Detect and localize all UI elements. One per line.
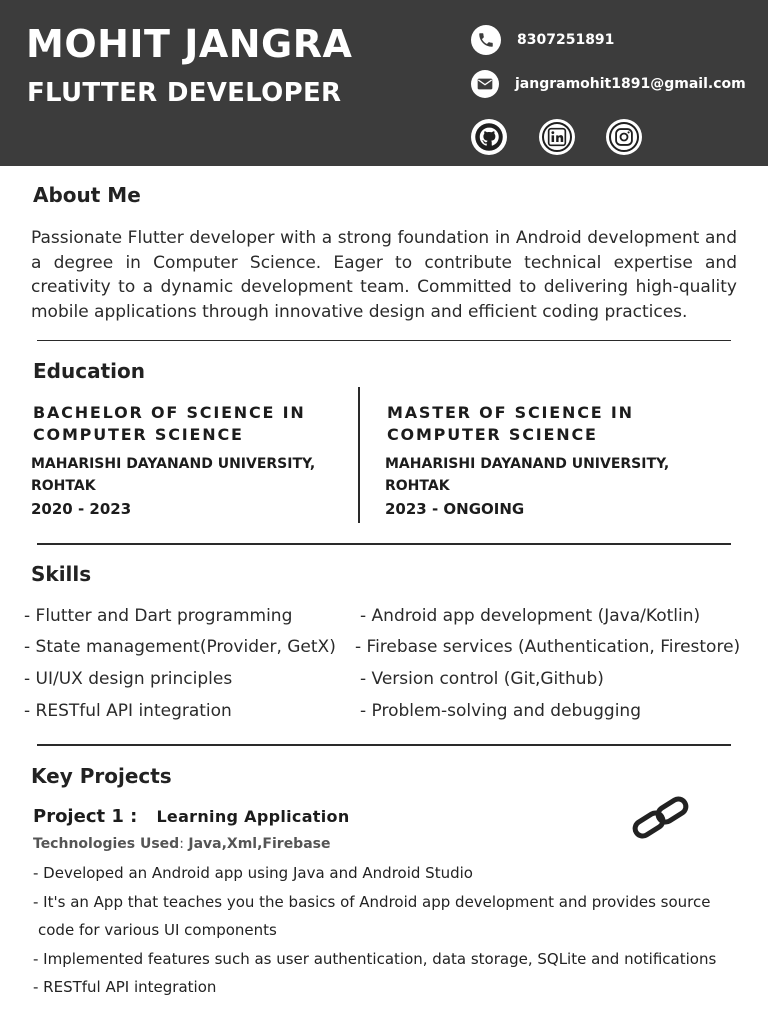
instagram-icon[interactable] — [606, 119, 642, 155]
degree-line: MASTER OF SCIENCE IN — [387, 403, 634, 422]
skill-item: - Firebase services (Authentication, Firestore) — [355, 637, 741, 657]
education-divider — [358, 387, 360, 523]
degree-line: COMPUTER SCIENCE — [33, 425, 244, 444]
education-item-bachelor — [33, 402, 353, 518]
about-heading: About Me — [33, 183, 141, 207]
education-years: 2023 - ONGOING — [385, 500, 525, 518]
school-name — [31, 453, 353, 497]
skill-item: - UI/UX design principles — [24, 669, 233, 689]
education-item-master — [387, 402, 707, 518]
tech-separator: : — [179, 836, 189, 852]
degree-line: BACHELOR OF SCIENCE IN — [33, 403, 306, 422]
school-line: MAHARISHI DAYANAND UNIVERSITY, — [31, 456, 316, 472]
project-bullets — [33, 859, 753, 1002]
divider — [37, 340, 731, 341]
skill-item: - Flutter and Dart programming — [24, 606, 293, 626]
linkedin-icon[interactable] — [539, 119, 575, 155]
tech-value: Java,Xml,Firebase — [188, 836, 331, 852]
phone-row — [471, 25, 614, 55]
candidate-role: FLUTTER DEVELOPER — [27, 78, 342, 108]
candidate-name: MOHIT JANGRA — [26, 22, 353, 66]
divider — [37, 744, 731, 746]
degree-title — [387, 402, 707, 446]
tech-label: Technologies Used — [33, 836, 180, 852]
phone-icon — [471, 25, 501, 55]
school-line: ROHTAK — [385, 478, 450, 494]
project-title — [33, 806, 350, 827]
school-name — [385, 453, 707, 497]
phone-number[interactable]: 8307251891 — [517, 32, 615, 48]
degree-title — [33, 402, 353, 446]
skill-item: - Version control (Git,Github) — [360, 669, 604, 689]
github-icon[interactable] — [471, 119, 507, 155]
mail-icon — [471, 70, 499, 98]
resume-header — [0, 0, 768, 166]
project-bullet: - RESTful API integration — [33, 978, 217, 996]
school-line: MAHARISHI DAYANAND UNIVERSITY, — [385, 456, 670, 472]
email-row — [471, 70, 746, 98]
skill-item: - Problem-solving and debugging — [360, 701, 641, 721]
project-bullet: - It's an App that teaches you the basics of Android app development and provides source — [33, 892, 711, 911]
school-line: ROHTAK — [31, 478, 96, 494]
skill-item: - Android app development (Java/Kotlin) — [360, 606, 701, 626]
education-years: 2020 - 2023 — [31, 500, 132, 518]
project-name: Learning Application — [156, 807, 350, 826]
project-technologies — [33, 836, 330, 852]
email-address[interactable]: jangramohit1891@gmail.com — [515, 76, 746, 92]
projects-heading: Key Projects — [31, 764, 172, 788]
project-bullet: - Developed an Android app using Java and Android Studio — [33, 864, 473, 882]
skill-item: - State management(Provider, GetX) — [24, 637, 336, 657]
divider — [37, 543, 731, 545]
skills-heading: Skills — [31, 562, 92, 586]
degree-line: COMPUTER SCIENCE — [387, 425, 598, 444]
link-icon[interactable] — [630, 795, 692, 845]
project-bullet: code for various UI components — [38, 921, 277, 939]
about-text: Passionate Flutter developer with a strong foundation in Android development and a degree in Computer Science. Eager to contribute technical expertise and creativity to a dynamic development team. Committed to delivering high-quality mobile applications through innovative design and efficient coding practices. — [31, 228, 737, 322]
education-heading: Education — [33, 359, 145, 383]
project-number: Project 1 : — [33, 806, 138, 827]
skill-item: - RESTful API integration — [24, 701, 232, 721]
project-bullet: - Implemented features such as user authentication, data storage, SQLite and notifications — [33, 949, 717, 968]
